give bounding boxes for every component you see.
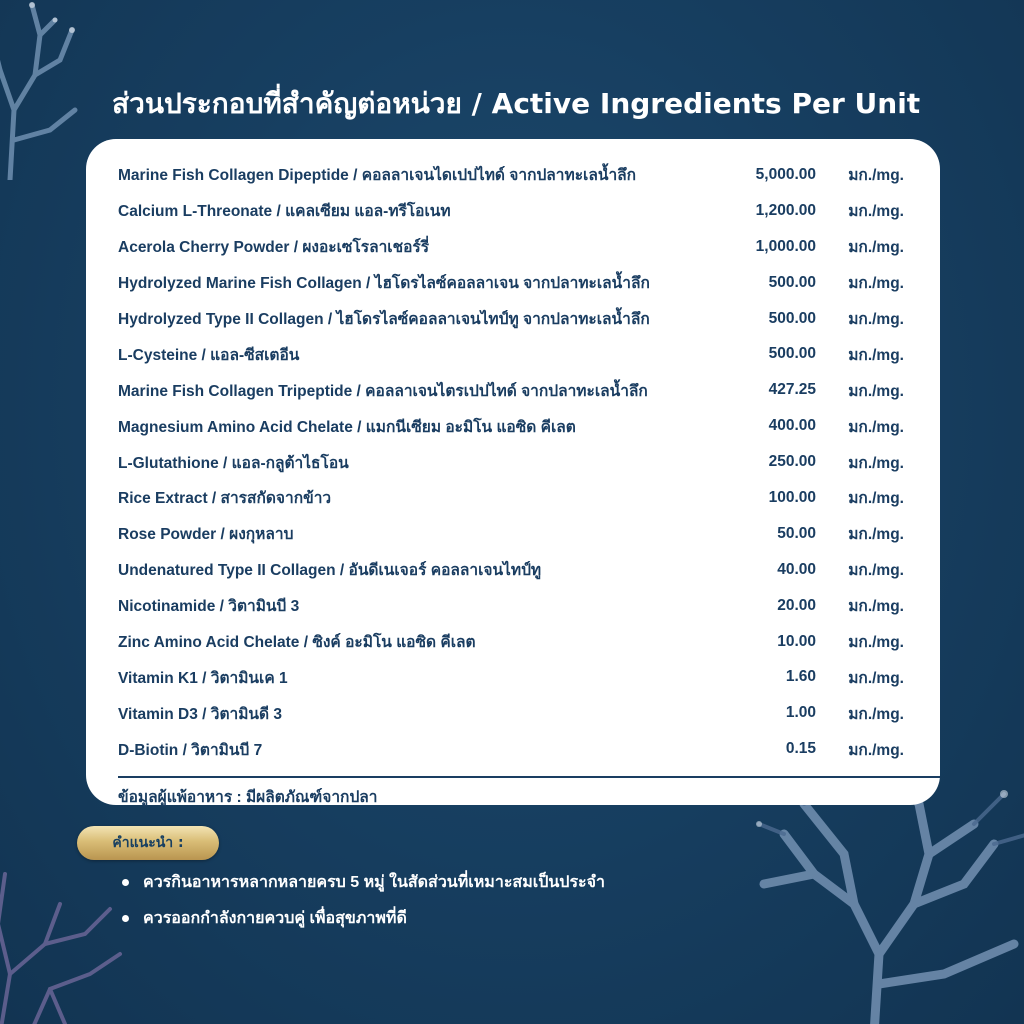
ingredient-unit: มก./mg. [848, 562, 904, 580]
ingredient-amount: 20.00 [777, 596, 816, 614]
ingredient-row [118, 552, 904, 588]
ingredient-name: Rice Extract / สารสกัดจากข้าว [118, 490, 332, 508]
ingredient-amount: 500.00 [768, 309, 816, 327]
ingredient-amount: 1,000.00 [755, 237, 816, 255]
advice-text: ควรออกกำลังกายควบคู่ เพื่อสุขภาพที่ดี [143, 909, 407, 927]
ingredient-amount: 400.00 [768, 417, 816, 435]
ingredient-amount: 500.00 [768, 273, 816, 291]
ingredient-unit: มก./mg. [848, 526, 904, 544]
ingredient-amount: 50.00 [777, 524, 816, 542]
advice-item [122, 900, 605, 936]
ingredient-row [118, 659, 904, 695]
ingredient-name: Marine Fish Collagen Dipeptide / คอลลาเจนไดเปปไทด์ จากปลาทะเลน้ำลึก [118, 167, 637, 185]
ingredient-unit: มก./mg. [848, 705, 904, 723]
page-title: ส่วนประกอบที่สำคัญต่อหน่วย / Active Ingredients Per Unit [112, 87, 921, 120]
ingredient-row [118, 301, 904, 337]
ingredient-name: Nicotinamide / วิตามินบี 3 [118, 598, 300, 616]
ingredient-row [118, 408, 904, 444]
ingredient-unit: มก./mg. [848, 669, 904, 687]
advice-text: ควรกินอาหารหลากหลายครบ 5 หมู่ ในสัดส่วนที่เหมาะสมเป็นประจำ [143, 873, 605, 891]
ingredient-name: Zinc Amino Acid Chelate / ซิงค์ อะมิโน แอซิด คีเลต [118, 634, 476, 652]
ingredient-unit: มก./mg. [848, 490, 904, 508]
ingredient-amount: 250.00 [768, 453, 816, 471]
ingredient-name: Vitamin K1 / วิตามินเค 1 [118, 669, 288, 687]
ingredient-name: Magnesium Amino Acid Chelate / แมกนีเซียม อะมิโน แอซิด คีเลต [118, 418, 576, 436]
ingredient-row [118, 336, 904, 372]
ingredient-unit: มก./mg. [848, 311, 904, 328]
ingredient-name: D-Biotin / วิตามินบี 7 [118, 741, 263, 759]
ingredient-amount: 40.00 [777, 560, 816, 578]
ingredient-unit: มก./mg. [848, 418, 904, 436]
advice-label-badge: คำแนะนำ : [77, 826, 219, 860]
ingredient-name: Hydrolyzed Marine Fish Collagen / ไฮโดรไลซ์คอลลาเจน จากปลาทะเลน้ำลึก [118, 275, 650, 293]
coral-decoration-top-left-icon [0, 0, 100, 180]
ingredient-amount: 1,200.00 [755, 201, 816, 219]
ingredient-name: Acerola Cherry Powder / ผงอะเซโรลาเชอร์รี่ [118, 239, 430, 257]
ingredient-unit: มก./mg. [848, 454, 904, 472]
ingredient-list [118, 157, 904, 767]
coral-decoration-bottom-left-icon [0, 864, 130, 1024]
ingredient-row [118, 157, 904, 193]
allergen-info: ข้อมูลผู้แพ้อาหาร : มีผลิตภัณฑ์จากปลา [118, 789, 378, 807]
ingredient-row [118, 731, 904, 767]
ingredient-amount: 100.00 [768, 488, 816, 506]
ingredient-unit: มก./mg. [848, 346, 904, 364]
card-divider [118, 776, 940, 778]
ingredient-unit: มก./mg. [848, 741, 904, 759]
ingredient-row [118, 193, 904, 229]
ingredient-amount: 1.00 [785, 704, 816, 722]
ingredient-name: Vitamin D3 / วิตามินดี 3 [118, 705, 283, 723]
ingredient-name: L-Glutathione / แอล-กลูต้าไธโอน [118, 454, 349, 472]
ingredient-amount: 1.60 [785, 668, 816, 686]
ingredient-row [118, 480, 904, 516]
ingredient-name: Marine Fish Collagen Tripeptide / คอลลาเจนไตรเปปไทด์ จากปลาทะเลน้ำลึก [118, 382, 648, 400]
ingredient-unit: มก./mg. [848, 382, 904, 400]
ingredient-row [118, 265, 904, 301]
ingredient-unit: มก./mg. [848, 598, 904, 616]
ingredient-name: L-Cysteine / แอล-ซีสเตอีน [118, 346, 300, 364]
ingredient-amount: 427.25 [768, 381, 816, 399]
advice-item [122, 864, 605, 900]
ingredient-name: Hydrolyzed Type II Collagen / ไฮโดรไลซ์คอลลาเจนไทป์ทู จากปลาทะเลน้ำลึก [118, 311, 650, 328]
ingredient-row [118, 516, 904, 552]
ingredient-row [118, 695, 904, 731]
ingredient-unit: มก./mg. [848, 167, 904, 185]
ingredient-name: Undenatured Type II Collagen / อันดีเนเจอร์ คอลลาเจนไทป์ทู [118, 562, 542, 580]
ingredient-row [118, 229, 904, 265]
ingredient-row [118, 588, 904, 624]
ingredient-unit: มก./mg. [848, 275, 904, 293]
ingredient-amount: 500.00 [768, 345, 816, 363]
ingredient-unit: มก./mg. [848, 203, 904, 221]
ingredient-row [118, 372, 904, 408]
ingredient-unit: มก./mg. [848, 634, 904, 652]
ingredient-amount: 0.15 [785, 740, 816, 758]
ingredient-row [118, 444, 904, 480]
bullet-icon [122, 915, 129, 922]
ingredient-amount: 10.00 [777, 632, 816, 650]
ingredient-name: Calcium L-Threonate / แคลเซียม แอล-ทรีโอเนท [118, 203, 451, 221]
advice-list [122, 864, 605, 936]
ingredient-unit: มก./mg. [848, 239, 904, 257]
bullet-icon [122, 879, 129, 886]
ingredient-amount: 5,000.00 [755, 165, 816, 183]
ingredient-name: Rose Powder / ผงกุหลาบ [118, 526, 294, 544]
ingredients-card [86, 139, 940, 805]
ingredient-row [118, 624, 904, 660]
